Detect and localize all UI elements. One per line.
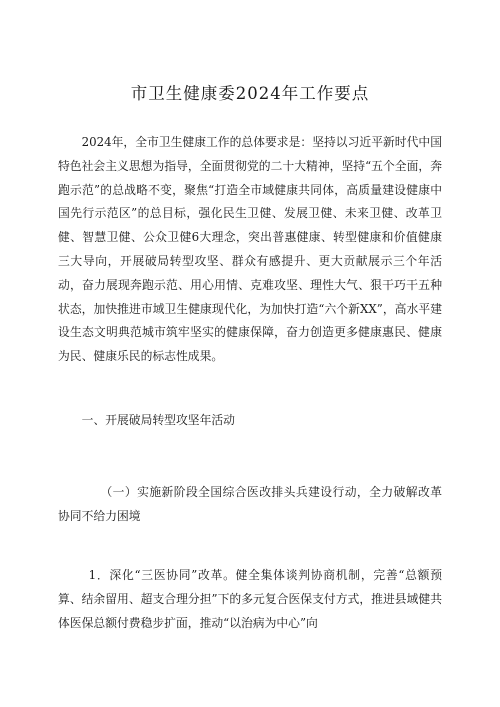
subsection-heading: （一）实施新阶段全国综合医改排头兵建设行动，全力破解改革协同不给力困境 <box>58 485 442 523</box>
document-title: 市卫生健康委2024年工作要点 <box>130 84 370 103</box>
intro-paragraph: 2024年，全市卫生健康工作的总体要求是：坚持以习近平新时代中国特色社会主义思想为指导，全面贯彻党的二十大精神，坚持“五个全面，奔跑示范”的总战略不变，聚焦“打造全市域健康共同体，高质量建设健康中国先行示范区”的总目标，强化民生卫健、发展卫健、未来卫健、改革卫健、智慧卫健、公众卫健6大理念，突出普惠健康、转型健康和价值健康三大导向，开展破局转型攻坚、群众有感提升、更大贡献展示三个年活动，奋力展现奔跑示范、用心用情、克难攻坚、理性大气、狠干巧干五种状态，加快推进市域卫生健康现代化，为加快打造“六个新XX”，高水平建设生态文明典范城市筑牢坚实的健康保障，奋力创造更多健康惠民、健康为民、健康乐民的标志性成果。 <box>58 135 442 364</box>
item-paragraph: 1．深化“三医协同”改革。健全集体谈判协商机制，完善“总额预算、结余留用、超支合理分担”下的多元复合医保支付方式，推进县域健共体医保总额付费稳步扩面，推动“以治病为中心”向 <box>58 568 442 630</box>
section-heading: 一、开展破局转型攻坚年活动 <box>81 413 235 427</box>
